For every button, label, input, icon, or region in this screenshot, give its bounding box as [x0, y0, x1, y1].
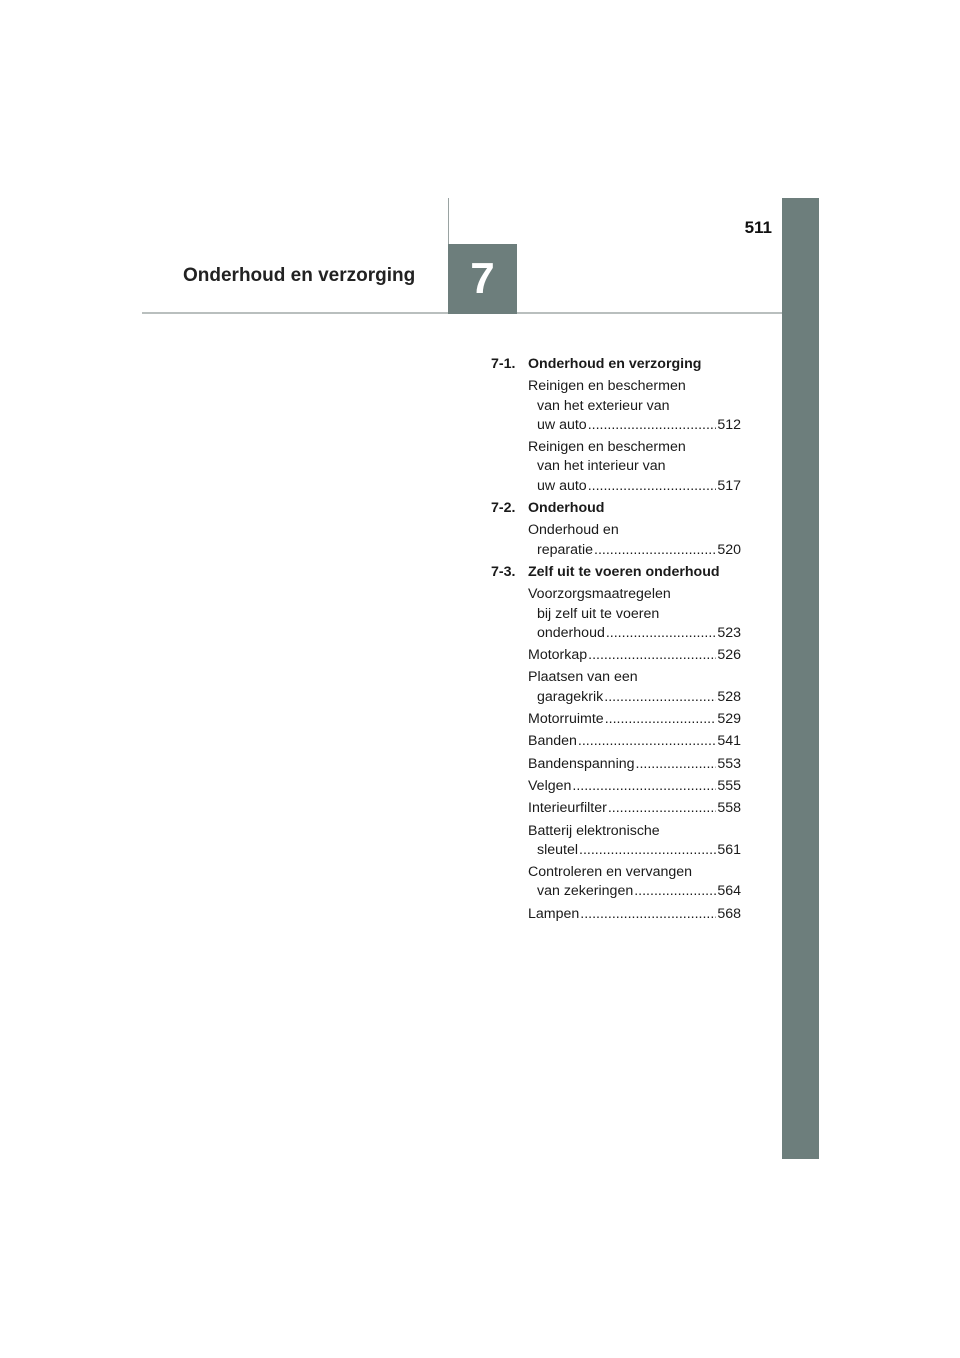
- toc-entry-text: Controleren en vervangen: [528, 864, 693, 881]
- toc-entry-text: Bandenspanning: [528, 755, 635, 772]
- toc-entry-page: 561: [717, 841, 741, 858]
- dot-leader: [604, 688, 716, 707]
- toc-entry-page: 526: [717, 647, 741, 664]
- chapter-number-box: [448, 244, 517, 314]
- toc-entry-last-line: [537, 416, 741, 435]
- toc-entry-page: 523: [717, 624, 741, 641]
- toc-entry-text: Motorkap: [528, 647, 588, 664]
- toc-entry-last-line: [537, 477, 741, 496]
- toc-entry-text: Lampen: [528, 905, 580, 922]
- toc-entry[interactable]: [528, 710, 741, 729]
- toc-entry-page: 568: [717, 905, 741, 922]
- toc-entry-last-line: [528, 777, 741, 796]
- toc-entry-page: 528: [717, 688, 741, 705]
- toc-entry-last-line: [537, 541, 741, 560]
- toc-entry-text: Plaatsen van een: [528, 669, 638, 686]
- toc-entry-text: Voorzorgsmaatregelen: [528, 586, 671, 603]
- toc-entry-last-line: [537, 882, 741, 901]
- dot-leader: [605, 710, 717, 729]
- toc-section-heading[interactable]: [491, 563, 741, 582]
- toc-section: [491, 499, 741, 560]
- dot-leader: [608, 799, 716, 818]
- toc-section-title: Onderhoud: [528, 500, 605, 517]
- toc-entry[interactable]: [528, 646, 741, 665]
- toc-entry-text: uw auto: [537, 416, 587, 433]
- dot-leader: [588, 646, 716, 665]
- chapter-title: Onderhoud en verzorging: [183, 265, 416, 286]
- toc-entry-text: van het exterieur van: [537, 397, 670, 414]
- chapter-side-tab: [782, 198, 819, 1159]
- toc-entry-last-line: [528, 732, 741, 751]
- dot-leader: [636, 755, 717, 774]
- toc-entry-text: van het interieur van: [537, 458, 666, 475]
- toc-entry-page: 529: [717, 711, 741, 728]
- toc-entry-text: Interieurfilter: [528, 800, 607, 817]
- toc-entry[interactable]: [528, 822, 741, 861]
- toc-entry-page: 517: [717, 477, 741, 494]
- table-of-contents: [491, 355, 741, 927]
- toc-entry-text: Banden: [528, 733, 577, 750]
- dot-leader: [579, 841, 716, 860]
- dot-leader: [634, 882, 716, 901]
- dot-leader: [594, 541, 716, 560]
- dot-leader: [588, 416, 717, 435]
- toc-entry-last-line: [528, 905, 741, 924]
- toc-entry-text: Reinigen en beschermen: [528, 378, 686, 395]
- toc-entry-text: reparatie: [537, 541, 593, 558]
- toc-section-title: Onderhoud en verzorging: [528, 356, 702, 372]
- dot-leader: [572, 777, 716, 796]
- toc-entry-last-line: [537, 841, 741, 860]
- toc-entry[interactable]: [528, 585, 741, 643]
- toc-entry-page: 520: [717, 541, 741, 558]
- toc-section-number: 7-3.: [491, 563, 516, 580]
- toc-entry-last-line: [528, 646, 741, 665]
- toc-entry[interactable]: [528, 799, 741, 818]
- toc-entry-text: sleutel: [537, 841, 579, 858]
- toc-section-title: Zelf uit te voeren onderhoud: [528, 563, 720, 580]
- toc-entry[interactable]: [528, 905, 741, 924]
- toc-entry-text: Motorruimte: [528, 711, 604, 728]
- toc-section-heading[interactable]: [491, 499, 741, 518]
- toc-entry[interactable]: [528, 438, 741, 496]
- toc-entry-text: onderhoud: [537, 624, 605, 641]
- toc-entry-last-line: [537, 624, 741, 643]
- toc-entry[interactable]: [528, 732, 741, 751]
- toc-entry-page: 512: [717, 416, 741, 433]
- toc-entry-last-line: [537, 688, 741, 707]
- toc-entry[interactable]: [528, 777, 741, 796]
- header-vertical-rule: [448, 198, 449, 244]
- dot-leader: [580, 905, 716, 924]
- toc-entry[interactable]: [528, 377, 741, 435]
- toc-entry-text: bij zelf uit te voeren: [537, 605, 660, 622]
- toc-entry[interactable]: [528, 755, 741, 774]
- dot-leader: [606, 624, 716, 643]
- toc-entry-page: 553: [717, 755, 741, 772]
- toc-entry[interactable]: [528, 668, 741, 707]
- toc-entry[interactable]: [528, 863, 741, 902]
- dot-leader: [578, 732, 716, 751]
- toc-entry-text: garagekrik: [537, 688, 604, 705]
- toc-entry-last-line: [528, 710, 741, 729]
- toc-entry-last-line: [528, 755, 741, 774]
- page-number: 511: [744, 218, 772, 237]
- toc-entry-text: Reinigen en beschermen: [528, 439, 686, 456]
- toc-section: [491, 355, 741, 496]
- toc-section-number: 7-2.: [491, 500, 516, 517]
- toc-entry-text: van zekeringen: [537, 883, 634, 900]
- toc-entry-page: 558: [717, 800, 741, 817]
- toc-entry-last-line: [528, 799, 741, 818]
- toc-section-number: 7-1.: [491, 356, 516, 372]
- dot-leader: [588, 477, 717, 496]
- toc-entry-page: 564: [717, 883, 741, 900]
- chapter-number: 7: [470, 254, 495, 303]
- toc-entry-page: 541: [717, 733, 741, 750]
- toc-entry-text: uw auto: [537, 477, 587, 494]
- toc-entry-page: 555: [717, 777, 741, 794]
- toc-entry-text: Velgen: [528, 777, 572, 794]
- toc-entry[interactable]: [528, 521, 741, 560]
- toc-section-heading[interactable]: [491, 355, 741, 374]
- toc-section: [491, 563, 741, 924]
- toc-entry-text: Batterij elektronische: [528, 822, 660, 839]
- toc-entry-text: Onderhoud en: [528, 522, 619, 539]
